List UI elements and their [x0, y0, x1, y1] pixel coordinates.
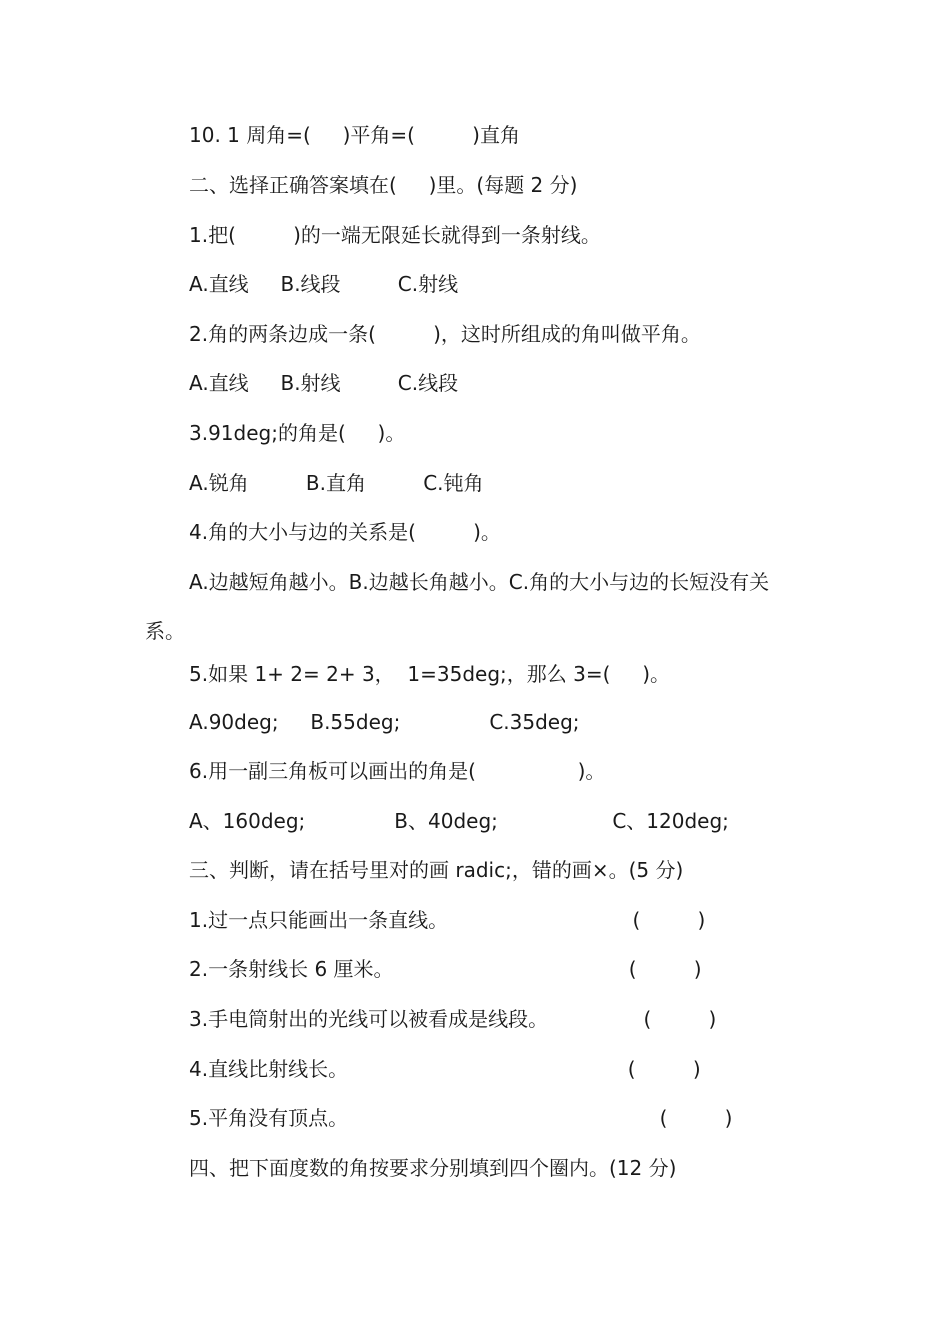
q1-10-angle-conversion: 10. 1 周角=( )平角=( )直角 — [189, 123, 520, 147]
q3-4-statement: 4.直线比射线长。 ( ) — [189, 1057, 701, 1081]
section-2-heading: 二、选择正确答案填在( )里。(每题 2 分) — [189, 173, 578, 197]
q2-2-text: 2.角的两条边成一条( )，这时所组成的角叫做平角。 — [189, 322, 701, 346]
q2-4-options: A.边越短角越小。B.边越长角越小。C.角的大小与边的长短没有关 — [189, 570, 770, 594]
q2-1-text: 1.把( )的一端无限延长就得到一条射线。 — [189, 223, 601, 247]
q3-1-statement: 1.过一点只能画出一条直线。 ( ) — [189, 908, 706, 932]
q2-5-options: A.90deg; B.55deg; C.35deg; — [189, 710, 580, 734]
q2-4-text: 4.角的大小与边的关系是( )。 — [189, 520, 501, 544]
q3-5-statement: 5.平角没有顶点。 ( ) — [189, 1106, 733, 1130]
q3-3-statement: 3.手电筒射出的光线可以被看成是线段。 ( ) — [189, 1007, 717, 1031]
q2-3-options: A.锐角 B.直角 C.钝角 — [189, 471, 484, 495]
q2-3-text: 3.91deg;的角是( )。 — [189, 421, 406, 445]
q2-2-options: A.直线 B.射线 C.线段 — [189, 371, 459, 395]
q2-4-options-continued: 系。 — [145, 619, 185, 643]
q2-5-text: 5.如果 1+ 2= 2+ 3， 1=35deg;，那么 3=( )。 — [189, 662, 670, 686]
q2-6-text: 6.用一副三角板可以画出的角是( )。 — [189, 759, 606, 783]
q2-1-options: A.直线 B.线段 C.射线 — [189, 272, 459, 296]
section-3-heading: 三、判断，请在括号里对的画 radic;，错的画×。(5 分) — [189, 858, 684, 882]
section-4-heading: 四、把下面度数的角按要求分别填到四个圈内。(12 分) — [189, 1156, 677, 1180]
q3-2-statement: 2.一条射线长 6 厘米。 ( ) — [189, 957, 702, 981]
q2-6-options: A、160deg; B、40deg; C、120deg; — [189, 809, 729, 833]
